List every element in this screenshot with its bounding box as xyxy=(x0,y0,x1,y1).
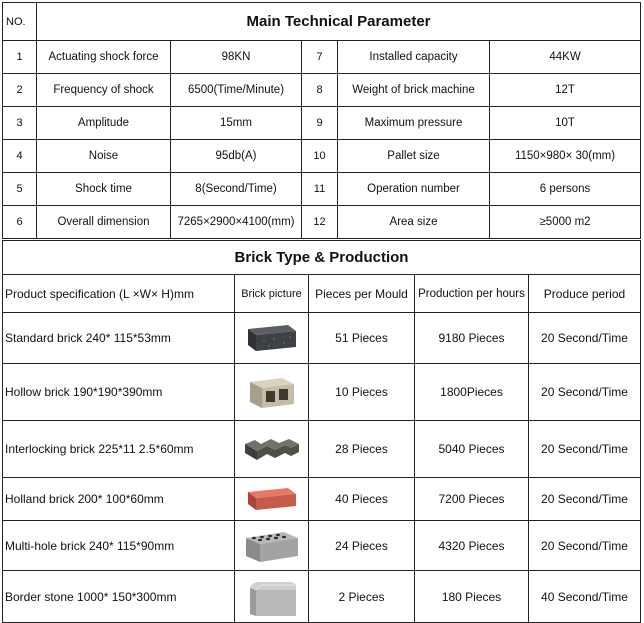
production-title: Brick Type & Production xyxy=(3,241,641,275)
parameter-value: 8(Second/Time) xyxy=(171,173,302,206)
parameter-name: Installed capacity xyxy=(338,41,490,74)
product-spec: Hollow brick 190*190*390mm xyxy=(3,364,235,421)
parameter-value: 15mm xyxy=(171,107,302,140)
parameter-name: Operation number xyxy=(338,173,490,206)
parameter-name: Frequency of shock xyxy=(37,74,171,107)
parameter-value: 44KW xyxy=(490,41,641,74)
row-number: 2 xyxy=(3,74,37,107)
parameter-name: Weight of brick machine xyxy=(338,74,490,107)
pieces-per-mould: 10 Pieces xyxy=(309,364,415,421)
table-row xyxy=(3,478,641,521)
product-spec: Border stone 1000* 150*300mm xyxy=(3,571,235,623)
header-row xyxy=(3,275,641,313)
table-row xyxy=(3,206,641,239)
parameter-name: Overall dimension xyxy=(37,206,171,239)
row-number: 8 xyxy=(302,74,338,107)
parameter-value: 6 persons xyxy=(490,173,641,206)
pieces-per-mould: 28 Pieces xyxy=(309,421,415,478)
production-header: Production per hours xyxy=(415,275,529,313)
parameter-value: 7265×2900×4100(mm) xyxy=(171,206,302,239)
table-row xyxy=(3,364,641,421)
parameter-name: Noise xyxy=(37,140,171,173)
table-row xyxy=(3,107,641,140)
produce-period: 20 Second/Time xyxy=(529,478,641,521)
production-per-hour: 4320 Pieces xyxy=(415,521,529,571)
border-stone-icon xyxy=(244,576,300,618)
product-spec: Multi-hole brick 240* 115*90mm xyxy=(3,521,235,571)
production-per-hour: 1800Pieces xyxy=(415,364,529,421)
parameter-name: Pallet size xyxy=(338,140,490,173)
brick-picture xyxy=(235,313,309,364)
parameter-value: 1150×980× 30(mm) xyxy=(490,140,641,173)
table-row xyxy=(3,74,641,107)
row-number: 1 xyxy=(3,41,37,74)
parameter-name: Area size xyxy=(338,206,490,239)
brick-picture xyxy=(235,521,309,571)
parameter-name: Maximum pressure xyxy=(338,107,490,140)
produce-period: 20 Second/Time xyxy=(529,521,641,571)
production-per-hour: 180 Pieces xyxy=(415,571,529,623)
brick-picture xyxy=(235,571,309,623)
technical-title: Main Technical Parameter xyxy=(37,3,641,41)
interlocking-brick-icon xyxy=(241,432,303,466)
row-number: 12 xyxy=(302,206,338,239)
parameter-name: Amplitude xyxy=(37,107,171,140)
parameter-value: 98KN xyxy=(171,41,302,74)
row-number: 4 xyxy=(3,140,37,173)
brick-picture xyxy=(235,364,309,421)
table-row xyxy=(3,313,641,364)
pieces-per-mould: 51 Pieces xyxy=(309,313,415,364)
period-header: Produce period xyxy=(529,275,641,313)
parameter-value: 10T xyxy=(490,107,641,140)
pieces-per-mould: 2 Pieces xyxy=(309,571,415,623)
pieces-per-mould: 40 Pieces xyxy=(309,478,415,521)
product-spec: Standard brick 240* 115*53mm xyxy=(3,313,235,364)
brick-picture xyxy=(235,421,309,478)
table-row xyxy=(3,41,641,74)
row-number: 10 xyxy=(302,140,338,173)
multi-hole-brick-icon xyxy=(242,526,302,566)
row-number: 3 xyxy=(3,107,37,140)
row-number: 11 xyxy=(302,173,338,206)
table-row xyxy=(3,421,641,478)
produce-period: 40 Second/Time xyxy=(529,571,641,623)
technical-parameter-table xyxy=(2,2,641,239)
produce-period: 20 Second/Time xyxy=(529,421,641,478)
production-per-hour: 9180 Pieces xyxy=(415,313,529,364)
pieces-per-mould: 24 Pieces xyxy=(309,521,415,571)
parameter-value: ≥5000 m2 xyxy=(490,206,641,239)
parameter-name: Shock time xyxy=(37,173,171,206)
spec-header: Product specification (L ×W× H)mm xyxy=(3,275,235,313)
parameter-name: Actuating shock force xyxy=(37,41,171,74)
brick-production-table xyxy=(2,240,641,623)
row-number: 6 xyxy=(3,206,37,239)
parameter-value: 6500(Time/Minute) xyxy=(171,74,302,107)
picture-header: Brick picture xyxy=(235,275,309,313)
table-row xyxy=(3,571,641,623)
brick-picture xyxy=(235,478,309,521)
table-row xyxy=(3,173,641,206)
product-spec: Interlocking brick 225*11 2.5*60mm xyxy=(3,421,235,478)
produce-period: 20 Second/Time xyxy=(529,364,641,421)
production-per-hour: 7200 Pieces xyxy=(415,478,529,521)
parameter-value: 12T xyxy=(490,74,641,107)
table-row xyxy=(3,140,641,173)
no-header: NO. xyxy=(3,3,37,41)
product-spec: Holland brick 200* 100*60mm xyxy=(3,478,235,521)
table-row xyxy=(3,521,641,571)
production-per-hour: 5040 Pieces xyxy=(415,421,529,478)
hollow-brick-icon xyxy=(244,372,300,412)
row-number: 5 xyxy=(3,173,37,206)
pieces-header: Pieces per Mould xyxy=(309,275,415,313)
parameter-value: 95db(A) xyxy=(171,140,302,173)
produce-period: 20 Second/Time xyxy=(529,313,641,364)
solid-brick-icon xyxy=(244,321,300,355)
row-number: 7 xyxy=(302,41,338,74)
holland-brick-icon xyxy=(244,482,300,516)
row-number: 9 xyxy=(302,107,338,140)
